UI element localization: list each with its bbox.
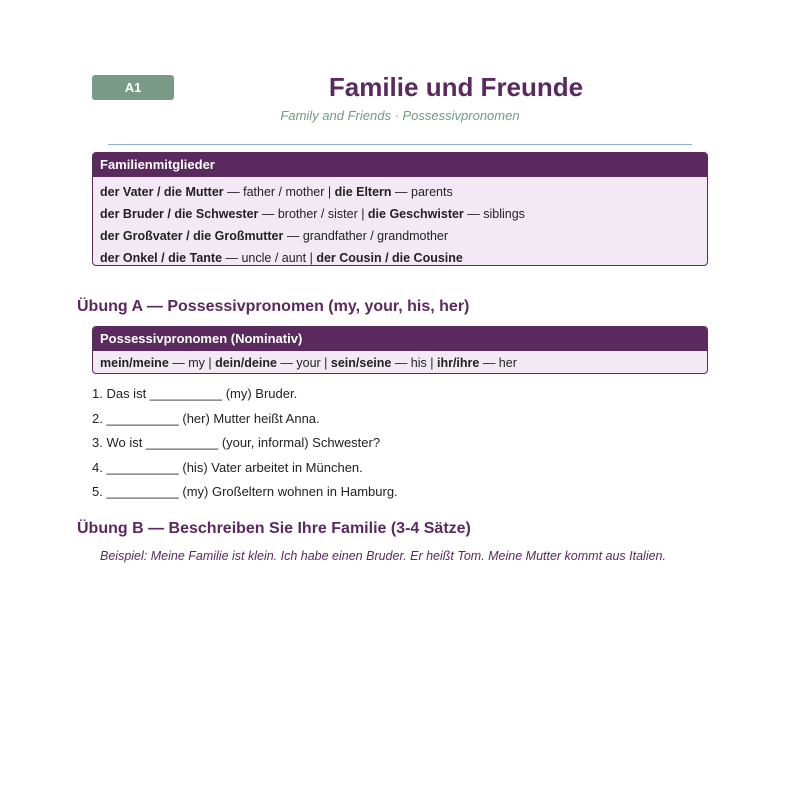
family-row [100, 247, 700, 266]
exercise-item: 4. __________ (his) Vater arbeitet in München. [92, 459, 363, 475]
family-members-box [92, 152, 708, 266]
level-badge: A1 [92, 75, 174, 100]
exercise-item: 3. Wo ist __________ (your, informal) Schwester? [92, 435, 381, 450]
header-divider [108, 144, 692, 145]
pronoun-term: ihr/ihre [436, 356, 480, 370]
family-translation: — siblings [463, 207, 525, 221]
section-b-title: Übung B — Beschreiben Sie Ihre Familie (3-4 Sätze) [77, 520, 471, 537]
page-subtitle: Family and Friends · Possessivpronomen [280, 108, 520, 123]
pronoun-row [100, 352, 700, 374]
family-term: die Eltern [334, 185, 392, 199]
family-translation: — brother / sister | [258, 207, 368, 221]
pronoun-term: dein/deine [215, 356, 277, 370]
family-row [100, 225, 700, 247]
family-members-heading: Familienmitglieder [93, 153, 707, 177]
page-title: Familie und Freunde [328, 72, 584, 102]
pronoun-translation: — your | [276, 356, 331, 370]
section-a-title: Übung A — Possessivpronomen (my, your, his, her) [77, 298, 470, 315]
family-term: der Onkel / die Tante [100, 251, 223, 265]
possessive-pronouns-heading: Possessivpronomen (Nominativ) [93, 327, 707, 351]
exercise-item: 5. __________ (my) Großeltern wohnen in Hamburg. [92, 484, 398, 499]
possessive-pronouns-box [92, 326, 708, 374]
family-term: der Cousin / die Cousine [316, 251, 463, 265]
family-row [100, 181, 700, 203]
family-members-list [93, 177, 707, 266]
family-translation: — grandfather / grandmother [283, 229, 449, 243]
family-term: die Geschwister [367, 207, 464, 221]
exercise-item: 2. __________ (her) Mutter heißt Anna. [92, 410, 320, 426]
possessive-pronouns-list [93, 351, 707, 374]
family-translation: — father / mother | [223, 185, 335, 199]
family-translation: — parents [391, 185, 453, 199]
example-text: Beispiel: Meine Familie ist klein. Ich habe einen Bruder. Er heißt Tom. Meine Mutter kommt aus Italien. [100, 549, 666, 563]
family-term: der Vater / die Mutter [100, 185, 224, 199]
exercise-list [92, 384, 398, 507]
family-row [100, 203, 700, 225]
family-term: der Bruder / die Schwester [100, 207, 259, 221]
pronoun-translation: — my | [168, 356, 216, 370]
pronoun-term: sein/seine [330, 356, 392, 370]
exercise-item: 1. Das ist __________ (my) Bruder. [92, 386, 298, 401]
pronoun-term: mein/meine [100, 356, 169, 370]
pronoun-translation: — his | [391, 356, 437, 370]
family-term: der Großvater / die Großmutter [100, 229, 284, 243]
pronoun-translation: — her [479, 356, 517, 370]
family-translation: — uncle / aunt | [222, 251, 317, 265]
